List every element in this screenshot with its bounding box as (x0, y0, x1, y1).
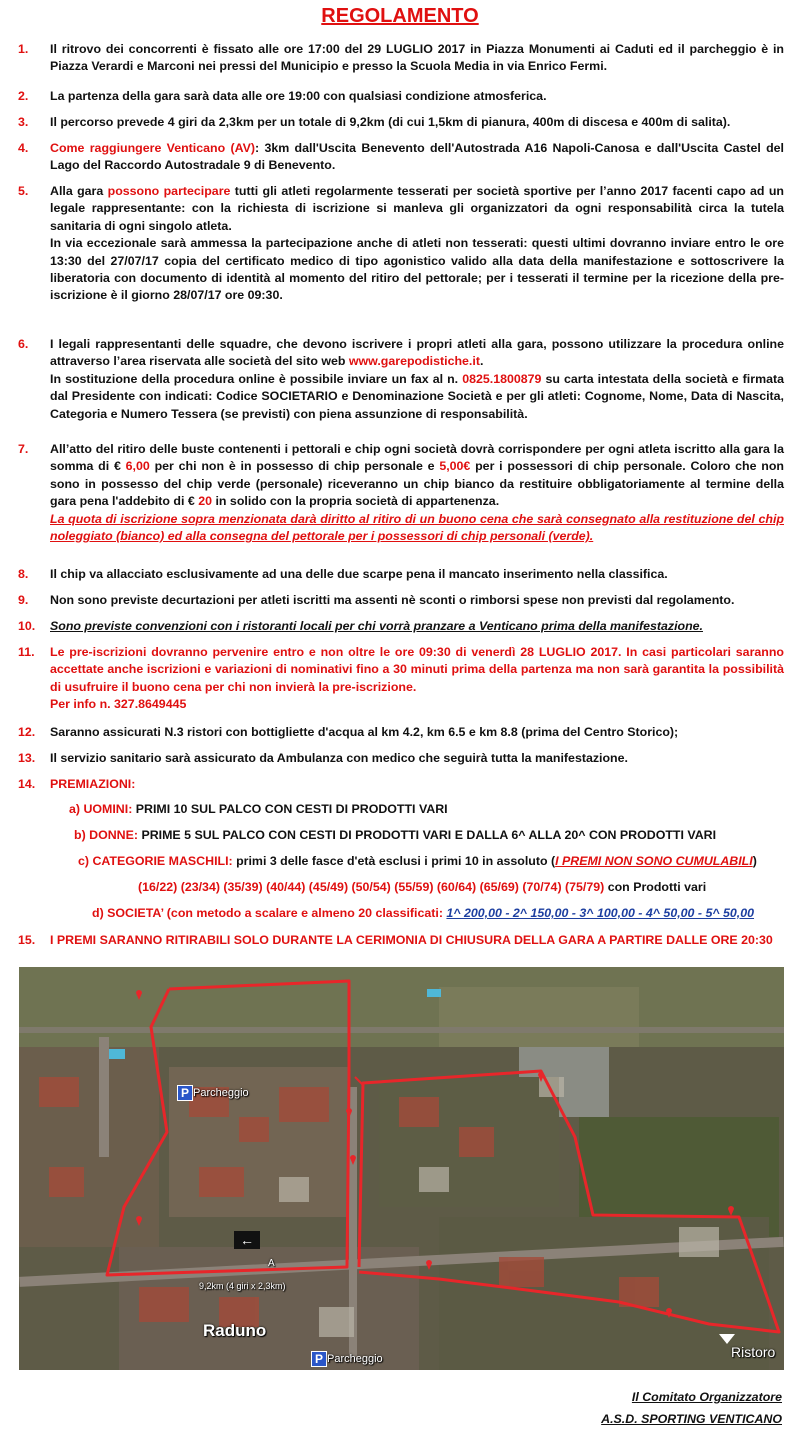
rule-text: Il servizio sanitario sarà assicurato da Ambulanza con medico che seguirà tutta la manifestazione. (50, 751, 628, 765)
rule-number: 5. (18, 184, 29, 198)
rule-7 (18, 441, 784, 545)
prize-age-ranges (138, 880, 706, 894)
rule-3 (18, 114, 784, 131)
rule-text: Sono previste convenzioni con i ristoranti locali per chi vorrà pranzare a Venticano prima della manifestazione. (50, 619, 703, 633)
rule-number: 15. (18, 933, 36, 947)
highlight-text: possono partecipare (107, 184, 231, 198)
rule-number: 7. (18, 442, 29, 456)
ristoro-marker-icon (719, 1334, 735, 1344)
fax-number: 0825.1800879 (462, 371, 542, 386)
signature-club: A.S.D. SPORTING VENTICANO (601, 1412, 782, 1426)
rule-5 (18, 183, 784, 305)
rule-text: Le pre-iscrizioni dovranno pervenire entro e non oltre le ore 09:30 di venerdì 28 LUGLIO 2017. In casi particolari saranno accettate anche iscrizioni e variazioni di nominativi fino a 30 minuti prima della partenza ma non sarà garantita la possibilità di usufruire il buono cena per chi non invierà la pre-iscrizione. (50, 645, 784, 694)
rule-text-part: I legali rappresentanti delle squadre, che devono iscrivere i propri atleti alla gara, possono utilizzare la procedura online attraverso l’area riservata alle società del sito web (50, 337, 784, 369)
rule-10 (18, 618, 784, 635)
route-distance-label: 9,2km (4 giri x 2,3km) (199, 1281, 286, 1291)
prize-text: ) (752, 854, 757, 868)
rule-number: 8. (18, 567, 29, 581)
prize-label: b) DONNE: (74, 828, 139, 842)
rule-text: La partenza della gara sarà data alle ore 19:00 con qualsiasi condizione atmosferica. (50, 89, 547, 103)
prize-note: I PREMI NON SONO CUMULABILI (555, 854, 753, 868)
rule-text-part: tutti gli atleti regolarmente tesserati per società sportive per l’anno 2017 facenti capo ad un legale rappresentante: con la richiesta di iscrizione si manleva gli organizzatori da ogni responsabilità circa la tutela sanitaria di ogni singolo atleta. (50, 184, 784, 233)
route-marker-icon (135, 1213, 143, 1225)
rule-text-paragraph-2 (50, 371, 784, 423)
price-with-chip: 5,00€ (439, 459, 471, 474)
route-marker-icon (135, 987, 143, 999)
rule-number: 3. (18, 115, 29, 129)
rule-number: 11. (18, 645, 35, 659)
prize-women (74, 828, 716, 842)
rule-8 (18, 566, 784, 583)
info-phone: Per info n. 327.8649445 (50, 697, 187, 712)
start-marker-label: A (268, 1258, 275, 1269)
rule-text: Non sono previste decurtazioni per atleti iscritti ma assenti nè sconti o rimborsi spese non previsti dal regolamento. (50, 593, 735, 607)
rule-2 (18, 88, 784, 105)
route-marker-icon (727, 1203, 735, 1215)
rule-6 (18, 336, 784, 423)
rule-text (50, 140, 784, 175)
rule-text: Il percorso prevede 4 giri da 2,3km per un totale di 9,2km (di cui 1,5km di pianura, 400m di discesa e 400m di salita). (50, 115, 731, 129)
rule-number: 2. (18, 89, 29, 103)
prize-label: c) CATEGORIE MASCHILI: (78, 854, 233, 868)
prize-societies (92, 906, 754, 920)
rule-text (50, 183, 784, 235)
website-link[interactable]: www.garepodistiche.it (348, 354, 480, 369)
age-ranges: (16/22) (23/34) (35/39) (40/44) (45/49) (50/54) (55/59) (60/64) (65/69) (70/74) (75/79) (138, 880, 605, 894)
rule-number: 10. (18, 619, 36, 633)
rule-text-paragraph-2: In via eccezionale sarà ammessa la partecipazione anche di atleti non tesserati: questi ultimi dovranno inviare entro le ore 13:30 del 27/07/17 copia del certificato medico di tipo agonistico valido alla data della manifestazione e sottoscrivere la liberatoria con documento di identità al momento del ritiro del pettorale; per i tesserati il termine per la ricezione della pre-iscrizione è il giorno 28/07/17 ore 09:30. (50, 236, 784, 303)
rule-number: 6. (18, 337, 29, 351)
prize-text: PRIMI 10 SUL PALCO CON CESTI DI PRODOTTI VARI (132, 802, 448, 816)
dinner-voucher-note: La quota di iscrizione sopra menzionata darà diritto al ritiro di un buono cena che sarà consegnato alla restituzione del chip noleggiato (bianco) ed alla consegna del pettorale per i possessori di chip personali (verde). (50, 511, 784, 544)
prize-values: 1^ 200,00 - 2^ 150,00 - 3^ 100,00 - 4^ 50,00 - 5^ 50,00 (446, 906, 755, 920)
parking-label-top: Parcheggio (193, 1087, 249, 1099)
route-map (19, 967, 784, 1370)
raduno-label: Raduno (203, 1321, 267, 1340)
rule-text (50, 336, 784, 371)
rule-text: Il chip va allacciato esclusivamente ad una delle due scarpe pena il mancato inserimento nella classifica. (50, 567, 668, 581)
rule-text-part: In sostituzione della procedura online è possibile inviare un fax al n. (50, 371, 463, 386)
rule-15 (18, 932, 784, 949)
rule-text (50, 441, 784, 511)
parking-icon: P (177, 1085, 193, 1101)
rule-text-part: su carta intestata della società e firmata dal Presidente con indicati: Codice SOCIETARIO e Denominazione Società e per gli atleti: Cognome, Nome, Data di Nascita, Categoria e Numero Tessera (se previsti) con piena assunzione di responsabilità. (50, 371, 784, 421)
rule-text: PREMIAZIONI: (50, 777, 136, 791)
route-marker-icon (345, 1105, 353, 1117)
prize-categories (78, 854, 757, 868)
chip-penalty: 20 (198, 494, 213, 509)
rule-text-part: Alla gara (50, 184, 108, 198)
prize-text: con Prodotti vari (604, 880, 707, 894)
prize-text: primi 3 delle fasce d'età esclusi i primi 10 in assoluto ( (232, 854, 556, 868)
rule-text: Il ritrovo dei concorrenti è fissato alle ore 17:00 del 29 LUGLIO 2017 in Piazza Monumenti ai Caduti ed il parcheggio è in Piazza Verardi e Marconi nei pressi del Municipio e presso la Scuola Media in via Enrico Fermi. (50, 42, 784, 74)
rule-1 (18, 41, 784, 76)
rule-number: 12. (18, 725, 36, 739)
rule-12 (18, 724, 784, 741)
prize-label: a) UOMINI: (69, 802, 133, 816)
page-title: REGOLAMENTO (321, 5, 479, 27)
prize-label: d) SOCIETA’ (con metodo a scalare e almeno 20 classificati: (92, 906, 443, 920)
price-no-chip: 6,00 (125, 459, 150, 474)
directions-text: : 3km dall'Uscita Benevento dell'Autostrada A16 Napoli-Canosa e dall'Uscita Castel del Lago del Raccordo Autostradale 9 di Benevento. (50, 141, 784, 173)
rule-text-part: in solido con la propria società di appartenenza. (212, 494, 500, 509)
route-marker-icon (665, 1305, 673, 1317)
rule-text-part: per chi non è in possesso di chip personale e (149, 459, 440, 474)
directions-heading: Come raggiungere Venticano (AV) (50, 141, 256, 155)
parking-icon: P (311, 1351, 327, 1367)
rule-9 (18, 592, 784, 609)
rule-4 (18, 140, 784, 175)
rule-14 (18, 776, 784, 793)
rule-text-part: All’atto del ritiro delle buste contenenti i pettorali e chip ogni società dovrà corrispondere per ogni atleta iscritto alla gara la somma di € (50, 442, 784, 474)
route-marker-icon (425, 1257, 433, 1269)
rule-number: 14. (18, 777, 36, 791)
rule-number: 13. (18, 751, 36, 765)
route-marker-icon (537, 1069, 545, 1081)
rule-text-part: . (479, 354, 484, 369)
rule-text: Saranno assicurati N.3 ristori con bottigliette d'acqua al km 4.2, km 6.5 e km 8.8 (prima del Centro Storico); (50, 725, 679, 739)
prize-text: PRIME 5 SUL PALCO CON CESTI DI PRODOTTI VARI E DALLA 6^ ALLA 20^ CON PRODOTTI VARI (138, 828, 717, 842)
signature-committee: Il Comitato Organizzatore (631, 1390, 782, 1404)
prize-men (69, 802, 448, 816)
rule-text: I PREMI SARANNO RITIRABILI SOLO DURANTE LA CERIMONIA DI CHIUSURA DELLA GARA A PARTIRE DALLE ORE 20:30 (50, 933, 773, 947)
parking-label-bottom: Parcheggio (327, 1353, 383, 1365)
direction-arrow-icon: ← (234, 1231, 260, 1249)
rule-number: 4. (18, 141, 29, 155)
rule-number: 9. (18, 593, 29, 607)
rule-number: 1. (18, 42, 29, 56)
ristoro-label: Ristoro (731, 1344, 776, 1360)
rule-13 (18, 750, 784, 767)
rule-11 (18, 644, 784, 714)
route-marker-icon (349, 1152, 357, 1164)
rule-text-part: per i possessori di chip personale. Coloro che non sono in possesso del chip verde (personale) riceveranno un chip bianco da restituire obbligatoriamente al termine della gara pena l'addebito di € (50, 459, 784, 509)
